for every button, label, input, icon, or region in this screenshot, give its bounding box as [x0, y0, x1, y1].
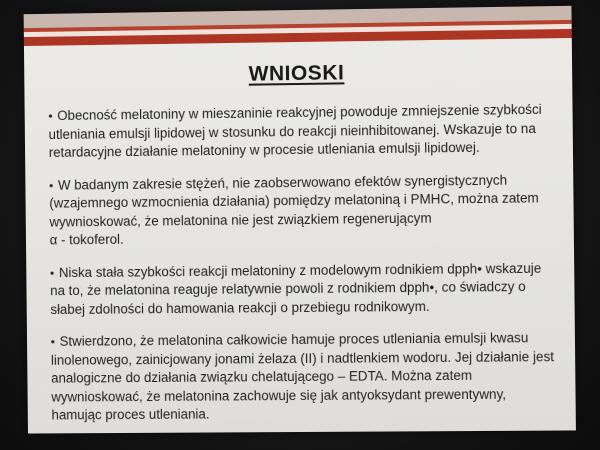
bullet-line: słabej zdolności do hamowania reakcji o przebiegu rodnikowym. [50, 298, 430, 317]
bullet-line: • Stwierdzono, że melatonina całkowicie hamuje proces utleniania emulsji kwasu [51, 329, 547, 351]
bullet-line: • W badanym zakresie stężeń, nie zaobserwowano efektów synergistycznych [49, 171, 545, 195]
bullet-item-4 [50, 329, 555, 425]
bullet-line: retardacyjne działanie melatoniny w procesie utleniania emulsji lipidowej. [48, 139, 480, 160]
bullet-line: • Niska stała szybkości reakcji melatoniny z modelowym rodnikiem dpph• wskazuje [50, 259, 546, 282]
bullet-item-2 [49, 171, 546, 250]
bullet-marker: • [50, 334, 55, 349]
slide-title: WNIOSKI [248, 61, 345, 86]
bullet-line: wywnioskować, że melatonina zachowuje się jak antyoksydant prewentywny, [51, 386, 507, 405]
bullet-line: na to, że melatonina reaguje relatywnie powoli z rodnikiem dpph•, co świadczy o [50, 278, 526, 299]
bullet-line: analogiczne do działania związku chelatującego – EDTA. Można zatem [51, 367, 473, 386]
bullet-marker: • [49, 178, 54, 193]
bullet-line: hamując proces utleniania. [51, 406, 210, 423]
bullet-line: utleniania emulsji lipidowej w stosunku do reakcji nieinhibitowanej. Wskazuje to na [48, 120, 536, 142]
bullet-list [48, 101, 555, 439]
bullet-line: • Obecność melatoniny w mieszaninie reakcyjnej powoduje zmniejszenie szybkości [48, 101, 544, 126]
bullet-marker: • [48, 109, 53, 124]
bullet-line: linolenowego, zainicjowany jonami żelaza (II) i nadtlenkiem wodoru. Jej działanie jest [50, 348, 555, 368]
bullet-item-3 [50, 259, 546, 319]
bullet-marker: • [49, 265, 55, 280]
projection-screen [24, 6, 576, 434]
bullet-item-1 [48, 101, 544, 163]
bullet-line: wywnioskować, że melatonina nie jest związkiem regenerującym [49, 210, 432, 230]
bullet-line: α - tokoferol. [49, 231, 124, 248]
bullet-line: (wzajemnego wzmocnienia działania) pomiędzy melatoniną i PMHC, można zatem [49, 190, 539, 211]
